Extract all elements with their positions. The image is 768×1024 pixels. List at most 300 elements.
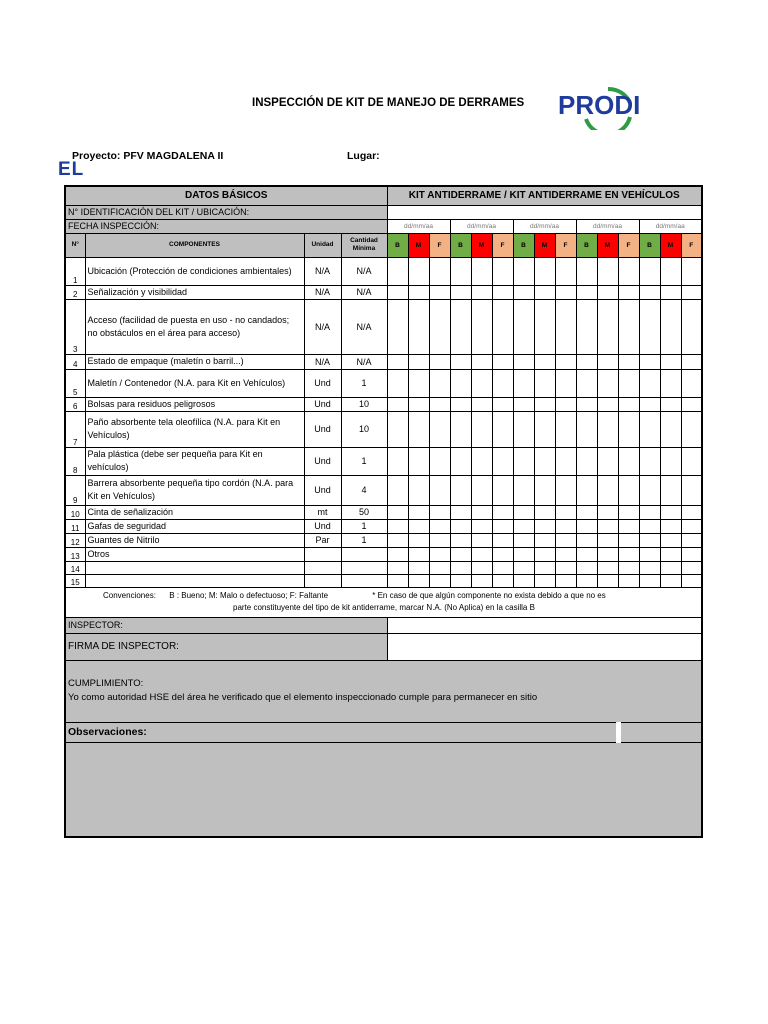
rating-cell[interactable] <box>618 299 639 354</box>
rating-cell[interactable] <box>492 561 513 574</box>
compliance-text: Yo como autoridad HSE del área he verificado que el elemento inspeccionado cumple para permanecer en sitio <box>68 692 538 703</box>
rating-cell[interactable] <box>471 397 492 411</box>
rating-cell[interactable] <box>450 369 471 397</box>
rating-cell[interactable] <box>429 574 450 587</box>
rating-cell[interactable] <box>597 533 618 547</box>
rating-cell[interactable] <box>429 519 450 533</box>
rating-cell[interactable] <box>429 285 450 299</box>
rating-cell[interactable] <box>492 411 513 447</box>
rating-cell[interactable] <box>681 299 702 354</box>
rating-cell[interactable] <box>660 397 681 411</box>
rating-cell[interactable] <box>513 411 534 447</box>
table-row <box>65 475 702 505</box>
rating-cell[interactable] <box>681 519 702 533</box>
rating-cell[interactable] <box>576 547 597 561</box>
rating-cell[interactable] <box>597 285 618 299</box>
rating-cell[interactable] <box>555 397 576 411</box>
rating-cell[interactable] <box>660 561 681 574</box>
rating-cell[interactable] <box>513 547 534 561</box>
rating-cell[interactable] <box>681 411 702 447</box>
rating-cell[interactable] <box>597 369 618 397</box>
rating-cell[interactable] <box>408 505 429 519</box>
logo-text: PRODI <box>558 90 641 120</box>
rating-cell[interactable] <box>534 285 555 299</box>
rating-cell[interactable] <box>408 547 429 561</box>
rating-cell[interactable] <box>639 354 660 369</box>
row-number: 11 <box>65 519 85 533</box>
rating-cell[interactable] <box>618 561 639 574</box>
rating-cell[interactable] <box>555 547 576 561</box>
rating-cell[interactable] <box>513 561 534 574</box>
rating-cell[interactable] <box>555 285 576 299</box>
rating-cell[interactable] <box>534 561 555 574</box>
rating-cell[interactable] <box>387 519 408 533</box>
rating-cell[interactable] <box>555 369 576 397</box>
rating-cell[interactable] <box>555 561 576 574</box>
basic-data-header: DATOS BÁSICOS <box>65 186 387 205</box>
rating-cell[interactable] <box>681 257 702 285</box>
rating-cell[interactable] <box>429 447 450 475</box>
rating-cell[interactable] <box>450 285 471 299</box>
rating-cell[interactable] <box>534 533 555 547</box>
rating-cell[interactable] <box>429 257 450 285</box>
rating-cell[interactable] <box>681 447 702 475</box>
rating-cell[interactable] <box>471 505 492 519</box>
rating-cell[interactable] <box>492 285 513 299</box>
rating-cell[interactable] <box>681 475 702 505</box>
unit: mt <box>304 505 341 519</box>
rating-cell[interactable] <box>576 411 597 447</box>
component-name: Maletín / Contenedor (N.A. para Kit en Vehículos) <box>85 369 304 397</box>
rating-cell[interactable] <box>576 285 597 299</box>
rating-cell[interactable] <box>513 369 534 397</box>
id-label: N° IDENTIFICACIÓN DEL KIT / UBICACIÓN: <box>65 205 387 219</box>
rating-cell[interactable] <box>597 257 618 285</box>
rating-cell[interactable] <box>639 475 660 505</box>
rating-cell[interactable] <box>681 369 702 397</box>
rating-cell[interactable] <box>534 397 555 411</box>
rating-cell[interactable] <box>387 411 408 447</box>
rating-cell[interactable] <box>429 561 450 574</box>
rating-cell[interactable] <box>387 505 408 519</box>
rating-cell[interactable] <box>597 505 618 519</box>
rating-cell[interactable] <box>555 475 576 505</box>
rating-cell[interactable] <box>387 561 408 574</box>
rating-cell[interactable] <box>450 561 471 574</box>
rating-cell[interactable] <box>387 369 408 397</box>
rating-cell[interactable] <box>576 257 597 285</box>
rating-cell[interactable] <box>387 397 408 411</box>
rating-cell[interactable] <box>618 574 639 587</box>
rating-cell[interactable] <box>618 285 639 299</box>
rating-cell[interactable] <box>618 257 639 285</box>
rating-cell[interactable] <box>429 354 450 369</box>
rating-cell[interactable] <box>576 574 597 587</box>
rating-header-f: F <box>492 233 513 257</box>
rating-cell[interactable] <box>450 533 471 547</box>
date-field[interactable]: dd/mm/aa <box>387 219 450 233</box>
table-row <box>65 369 702 397</box>
rating-header-b: B <box>513 233 534 257</box>
rating-cell[interactable] <box>471 411 492 447</box>
rating-cell[interactable] <box>576 447 597 475</box>
rating-cell[interactable] <box>429 369 450 397</box>
rating-cell[interactable] <box>555 574 576 587</box>
rating-cell[interactable] <box>597 561 618 574</box>
rating-cell[interactable] <box>387 547 408 561</box>
table-row <box>65 299 702 354</box>
rating-cell[interactable] <box>450 257 471 285</box>
rating-cell[interactable] <box>387 533 408 547</box>
row-number: 15 <box>65 574 85 587</box>
rating-cell[interactable] <box>471 547 492 561</box>
rating-cell[interactable] <box>450 447 471 475</box>
rating-cell[interactable] <box>513 505 534 519</box>
observations-label: Observaciones: <box>65 722 618 742</box>
rating-cell[interactable] <box>660 475 681 505</box>
rating-cell[interactable] <box>681 547 702 561</box>
rating-cell[interactable] <box>408 299 429 354</box>
na-note: * En caso de que algún componente no exista debido a que no es <box>372 591 606 600</box>
conventions-text: B : Bueno; M: Malo o defectuoso; F: Faltante <box>169 591 329 600</box>
rating-cell[interactable] <box>639 533 660 547</box>
rating-cell[interactable] <box>513 519 534 533</box>
table-row <box>65 354 702 369</box>
unit <box>304 574 341 587</box>
rating-cell[interactable] <box>450 574 471 587</box>
col-no: N° <box>65 233 85 257</box>
row-number: 8 <box>65 447 85 475</box>
rating-cell[interactable] <box>471 574 492 587</box>
col-components: COMPONENTES <box>85 233 304 257</box>
col-min: Cantidad Mínima <box>341 233 387 257</box>
table-row <box>65 574 702 587</box>
rating-cell[interactable] <box>471 285 492 299</box>
rating-cell[interactable] <box>660 285 681 299</box>
row-number: 4 <box>65 354 85 369</box>
rating-cell[interactable] <box>660 354 681 369</box>
rating-cell[interactable] <box>471 519 492 533</box>
min-quantity: 10 <box>341 411 387 447</box>
rating-cell[interactable] <box>492 547 513 561</box>
min-quantity <box>341 561 387 574</box>
table-row <box>65 533 702 547</box>
rating-cell[interactable] <box>408 574 429 587</box>
rating-header-b: B <box>450 233 471 257</box>
unit: N/A <box>304 299 341 354</box>
rating-cell[interactable] <box>471 369 492 397</box>
rating-cell[interactable] <box>387 285 408 299</box>
row-number: 7 <box>65 411 85 447</box>
rating-cell[interactable] <box>513 299 534 354</box>
id-field[interactable] <box>387 205 702 219</box>
rating-cell[interactable] <box>597 299 618 354</box>
rating-cell[interactable] <box>429 411 450 447</box>
rating-cell[interactable] <box>576 519 597 533</box>
rating-cell[interactable] <box>492 354 513 369</box>
rating-cell[interactable] <box>576 505 597 519</box>
rating-cell[interactable] <box>534 574 555 587</box>
rating-header-b: B <box>387 233 408 257</box>
rating-cell[interactable] <box>513 397 534 411</box>
rating-cell[interactable] <box>618 519 639 533</box>
rating-cell[interactable] <box>618 475 639 505</box>
rating-cell[interactable] <box>597 397 618 411</box>
rating-cell[interactable] <box>660 519 681 533</box>
rating-cell[interactable] <box>471 475 492 505</box>
conventions-cell <box>65 587 702 617</box>
rating-cell[interactable] <box>681 574 702 587</box>
date-field[interactable]: dd/mm/aa <box>576 219 639 233</box>
row-number: 2 <box>65 285 85 299</box>
rating-cell[interactable] <box>660 411 681 447</box>
rating-cell[interactable] <box>681 505 702 519</box>
rating-cell[interactable] <box>639 369 660 397</box>
rating-cell[interactable] <box>555 447 576 475</box>
rating-cell[interactable] <box>555 354 576 369</box>
rating-cell[interactable] <box>597 354 618 369</box>
rating-cell[interactable] <box>660 257 681 285</box>
rating-cell[interactable] <box>408 447 429 475</box>
rating-cell[interactable] <box>555 519 576 533</box>
rating-cell[interactable] <box>408 397 429 411</box>
rating-cell[interactable] <box>534 369 555 397</box>
rating-cell[interactable] <box>429 547 450 561</box>
rating-cell[interactable] <box>534 447 555 475</box>
rating-cell[interactable] <box>408 411 429 447</box>
unit: Und <box>304 447 341 475</box>
min-quantity: 50 <box>341 505 387 519</box>
rating-cell[interactable] <box>492 447 513 475</box>
rating-cell[interactable] <box>576 299 597 354</box>
rating-cell[interactable] <box>660 299 681 354</box>
rating-cell[interactable] <box>492 519 513 533</box>
rating-cell[interactable] <box>639 285 660 299</box>
rating-cell[interactable] <box>429 475 450 505</box>
rating-header-f: F <box>618 233 639 257</box>
rating-header-b: B <box>576 233 597 257</box>
rating-cell[interactable] <box>534 519 555 533</box>
rating-cell[interactable] <box>660 369 681 397</box>
rating-cell[interactable] <box>408 533 429 547</box>
unit: N/A <box>304 257 341 285</box>
component-name <box>85 574 304 587</box>
rating-cell[interactable] <box>513 354 534 369</box>
rating-cell[interactable] <box>618 354 639 369</box>
rating-cell[interactable] <box>534 505 555 519</box>
rating-cell[interactable] <box>639 505 660 519</box>
rating-cell[interactable] <box>492 299 513 354</box>
rating-cell[interactable] <box>534 475 555 505</box>
rating-cell[interactable] <box>597 547 618 561</box>
rating-cell[interactable] <box>618 411 639 447</box>
min-quantity: 1 <box>341 519 387 533</box>
rating-cell[interactable] <box>639 257 660 285</box>
rating-cell[interactable] <box>513 574 534 587</box>
min-quantity: N/A <box>341 285 387 299</box>
rating-cell[interactable] <box>471 354 492 369</box>
unit: Par <box>304 533 341 547</box>
rating-cell[interactable] <box>429 397 450 411</box>
min-quantity: 1 <box>341 533 387 547</box>
row-number: 12 <box>65 533 85 547</box>
rating-cell[interactable] <box>492 257 513 285</box>
rating-cell[interactable] <box>387 574 408 587</box>
rating-cell[interactable] <box>576 369 597 397</box>
component-name: Acceso (facilidad de puesta en uso - no candados; no obstáculos en el área para acceso) <box>85 299 304 354</box>
rating-cell[interactable] <box>513 285 534 299</box>
rating-cell[interactable] <box>471 447 492 475</box>
rating-cell[interactable] <box>576 533 597 547</box>
rating-cell[interactable] <box>450 411 471 447</box>
rating-cell[interactable] <box>660 574 681 587</box>
rating-cell[interactable] <box>408 561 429 574</box>
rating-cell[interactable] <box>597 475 618 505</box>
table-row <box>65 411 702 447</box>
rating-cell[interactable] <box>408 257 429 285</box>
rating-cell[interactable] <box>387 475 408 505</box>
row-number: 6 <box>65 397 85 411</box>
rating-cell[interactable] <box>387 257 408 285</box>
rating-cell[interactable] <box>534 547 555 561</box>
rating-cell[interactable] <box>492 505 513 519</box>
rating-cell[interactable] <box>597 519 618 533</box>
rating-cell[interactable] <box>639 397 660 411</box>
rating-cell[interactable] <box>576 397 597 411</box>
rating-cell[interactable] <box>639 299 660 354</box>
rating-cell[interactable] <box>681 354 702 369</box>
rating-cell[interactable] <box>555 299 576 354</box>
rating-cell[interactable] <box>408 369 429 397</box>
rating-cell[interactable] <box>555 411 576 447</box>
rating-header-m: M <box>408 233 429 257</box>
rating-cell[interactable] <box>681 533 702 547</box>
rating-cell[interactable] <box>555 257 576 285</box>
unit: N/A <box>304 354 341 369</box>
rating-cell[interactable] <box>618 397 639 411</box>
rating-cell[interactable] <box>450 475 471 505</box>
rating-cell[interactable] <box>492 397 513 411</box>
rating-cell[interactable] <box>471 533 492 547</box>
component-name: Guantes de Nitrilo <box>85 533 304 547</box>
rating-cell[interactable] <box>513 257 534 285</box>
rating-cell[interactable] <box>639 447 660 475</box>
rating-cell[interactable] <box>576 354 597 369</box>
rating-cell[interactable] <box>639 411 660 447</box>
rating-cell[interactable] <box>576 561 597 574</box>
rating-cell[interactable] <box>450 354 471 369</box>
rating-cell[interactable] <box>471 299 492 354</box>
rating-cell[interactable] <box>408 285 429 299</box>
table-row <box>65 547 702 561</box>
rating-cell[interactable] <box>492 574 513 587</box>
el-mark: EL <box>58 159 85 180</box>
rating-cell[interactable] <box>534 299 555 354</box>
rating-cell[interactable] <box>660 533 681 547</box>
rating-cell[interactable] <box>639 547 660 561</box>
rating-cell[interactable] <box>681 397 702 411</box>
rating-cell[interactable] <box>618 533 639 547</box>
rating-cell[interactable] <box>597 447 618 475</box>
table-row <box>65 285 702 299</box>
date-field[interactable]: dd/mm/aa <box>450 219 513 233</box>
component-name: Pala plástica (debe ser pequeña para Kit en vehículos) <box>85 447 304 475</box>
date-field[interactable]: dd/mm/aa <box>513 219 576 233</box>
rating-cell[interactable] <box>450 397 471 411</box>
date-field[interactable]: dd/mm/aa <box>639 219 702 233</box>
rating-cell[interactable] <box>513 475 534 505</box>
rating-cell[interactable] <box>618 547 639 561</box>
inspector-field[interactable] <box>387 617 702 633</box>
rating-cell[interactable] <box>660 447 681 475</box>
rating-cell[interactable] <box>681 561 702 574</box>
component-name <box>85 561 304 574</box>
rating-cell[interactable] <box>429 505 450 519</box>
table-row <box>65 397 702 411</box>
rating-cell[interactable] <box>450 299 471 354</box>
rating-cell[interactable] <box>534 411 555 447</box>
observations-field[interactable] <box>65 742 702 837</box>
rating-cell[interactable] <box>639 519 660 533</box>
rating-cell[interactable] <box>471 257 492 285</box>
rating-cell[interactable] <box>387 354 408 369</box>
rating-cell[interactable] <box>513 533 534 547</box>
rating-cell[interactable] <box>534 257 555 285</box>
rating-cell[interactable] <box>555 533 576 547</box>
rating-cell[interactable] <box>618 447 639 475</box>
rating-cell[interactable] <box>492 475 513 505</box>
rating-cell[interactable] <box>618 369 639 397</box>
na-note-2: parte constituyente del tipo de kit antiderrame, marcar N.A. (No Aplica) en la casilla B <box>233 603 535 612</box>
rating-header-m: M <box>660 233 681 257</box>
rating-cell[interactable] <box>492 369 513 397</box>
min-quantity: N/A <box>341 257 387 285</box>
rating-cell[interactable] <box>492 533 513 547</box>
component-name: Bolsas para residuos peligrosos <box>85 397 304 411</box>
rating-cell[interactable] <box>681 285 702 299</box>
rating-cell[interactable] <box>639 574 660 587</box>
rating-cell[interactable] <box>618 505 639 519</box>
min-quantity <box>341 547 387 561</box>
signature-field[interactable] <box>387 633 702 660</box>
rating-cell[interactable] <box>597 411 618 447</box>
rating-cell[interactable] <box>408 475 429 505</box>
rating-cell[interactable] <box>387 447 408 475</box>
rating-cell[interactable] <box>639 561 660 574</box>
rating-cell[interactable] <box>429 533 450 547</box>
rating-cell[interactable] <box>597 574 618 587</box>
rating-cell[interactable] <box>429 299 450 354</box>
rating-cell[interactable] <box>660 505 681 519</box>
rating-cell[interactable] <box>408 519 429 533</box>
rating-cell[interactable] <box>576 475 597 505</box>
rating-cell[interactable] <box>660 547 681 561</box>
rating-cell[interactable] <box>555 505 576 519</box>
rating-cell[interactable] <box>408 354 429 369</box>
rating-cell[interactable] <box>450 519 471 533</box>
row-number: 9 <box>65 475 85 505</box>
rating-cell[interactable] <box>387 299 408 354</box>
rating-cell[interactable] <box>450 505 471 519</box>
component-name: Otros <box>85 547 304 561</box>
rating-cell[interactable] <box>513 447 534 475</box>
rating-cell[interactable] <box>450 547 471 561</box>
rating-cell[interactable] <box>471 561 492 574</box>
document-title: INSPECCIÓN DE KIT DE MANEJO DE DERRAMES <box>252 97 525 109</box>
component-name: Estado de empaque (maletín o barril...) <box>85 354 304 369</box>
project-label: Proyecto: PFV MAGDALENA II <box>72 150 224 162</box>
rating-cell[interactable] <box>534 354 555 369</box>
